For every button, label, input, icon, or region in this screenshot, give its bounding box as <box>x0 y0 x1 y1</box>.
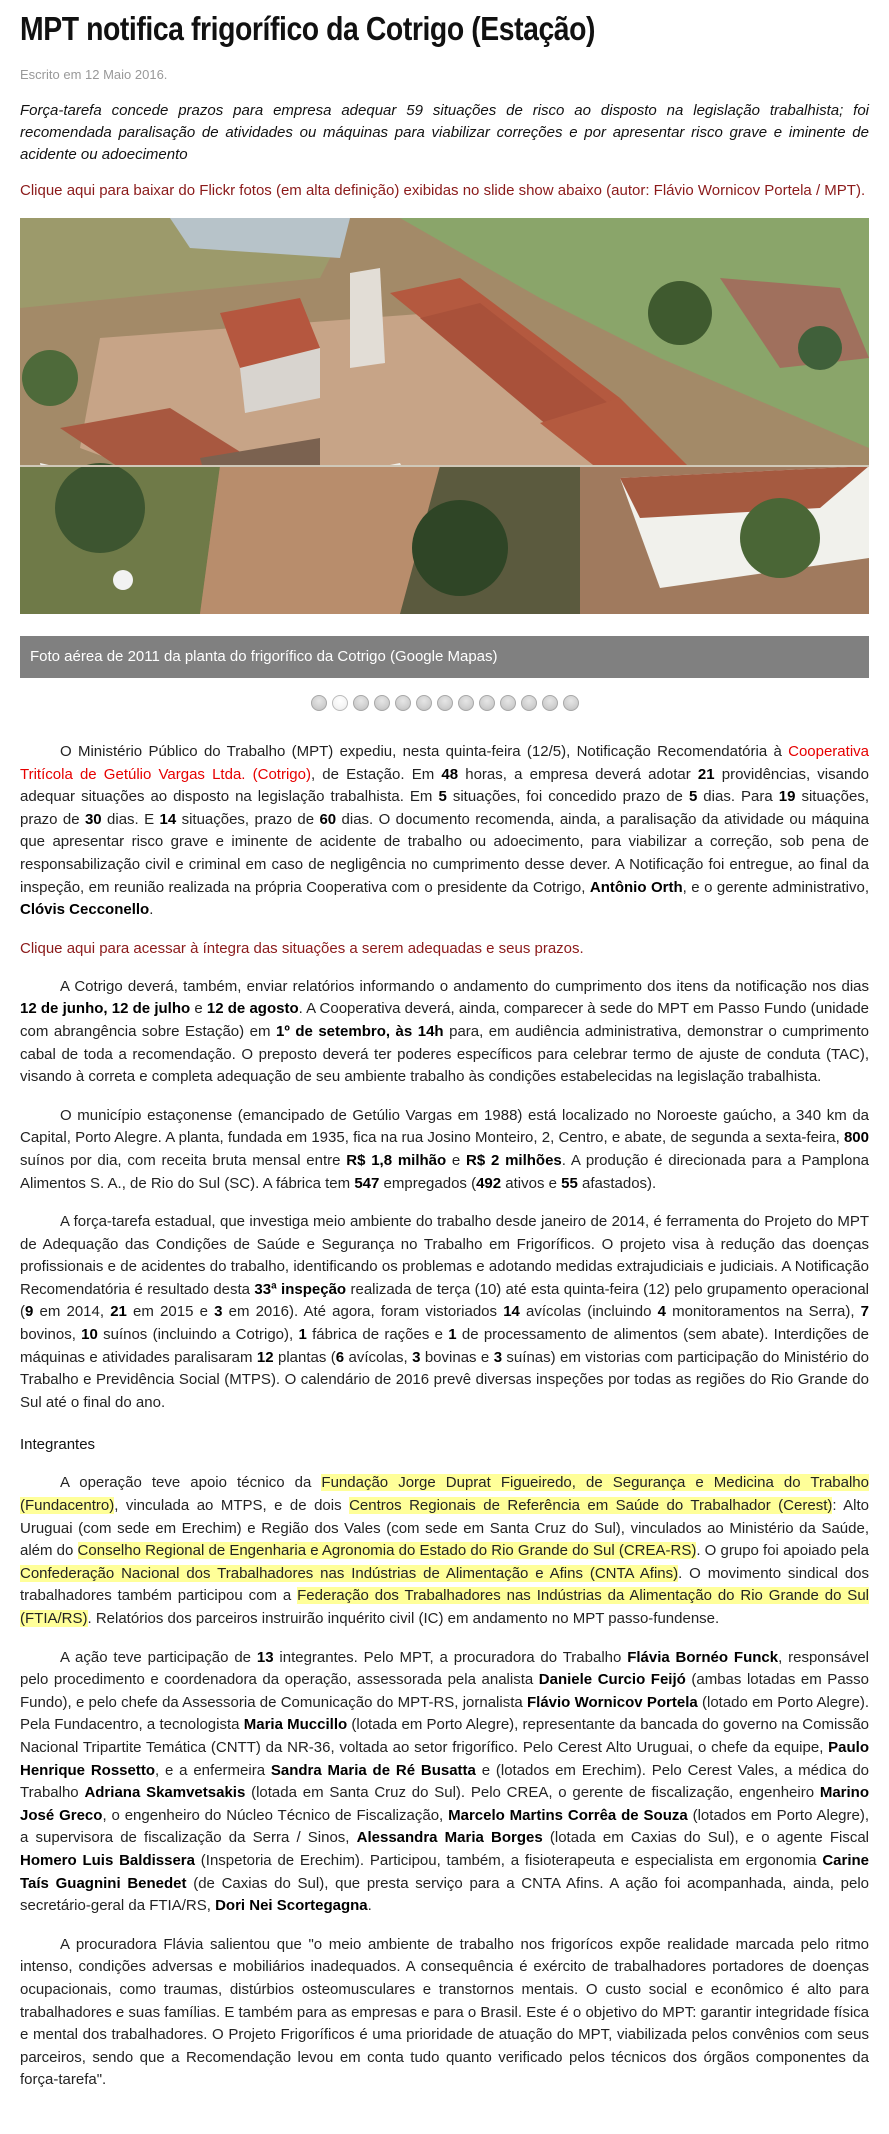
text-run: , responsável pelo procedimento e coordenadora da operação, assessorada pela analista <box>20 1648 869 1689</box>
paragraph-participants <box>20 1647 869 1918</box>
bold-text: 13 <box>256 1648 274 1666</box>
text-run: realizada de terça (10) até esta quinta-feira (12) pelo grupamento operacional ( <box>20 1280 869 1321</box>
bold-text: 14 <box>503 1303 520 1321</box>
bold-text: Clóvis Cecconello <box>20 901 150 919</box>
bold-text: 10 <box>81 1326 98 1344</box>
bold-text: 3 <box>214 1303 223 1321</box>
bold-text: 5 <box>688 788 698 806</box>
slideshow-pagination <box>20 695 869 711</box>
bold-text: Carine Taís Guagnini Benedet <box>20 1851 869 1892</box>
text-run: suínos (incluindo a Cotrigo), <box>97 1326 299 1344</box>
slide-photo[interactable] <box>20 218 869 614</box>
article-lead: Força-tarefa concede prazos para empresa adequar 59 situações de risco ao disposto na legislação trabalhista; foi recomendada paralisação de atividades ou máquinas para viabilizar correções e por apresentar risco grave e iminente de acidente ou adoecimento <box>20 102 869 163</box>
article-title: MPT notifica frigorífico da Cotrigo (Estação) <box>20 10 596 47</box>
bold-text: Flávio Wornicov Portela <box>526 1693 698 1711</box>
bold-text: 60 <box>319 810 337 828</box>
text-run: . Relatórios dos parceiros instruirão inquérito civil (IC) em andamento no MPT passo-fundense. <box>87 1610 720 1627</box>
bold-text: Daniele Curcio Feijó <box>538 1671 686 1689</box>
bold-text: 21 <box>697 765 715 783</box>
text-run: . O grupo foi apoiado pela <box>696 1542 869 1560</box>
bold-text: 5 <box>438 788 447 806</box>
bold-text: 48 <box>441 765 459 783</box>
text-run: O município estaçonense (emancipado de Getúlio Vargas em 1988) está localizado no Noroeste gaúcho, a 340 km da Capital, Porto Alegre. A planta, fundada em 1935, fica na rua Josino Monteiro, 2, Centro, e abate, de segunda a sexta-feira, <box>20 1106 869 1147</box>
bold-text: 1 <box>298 1326 307 1344</box>
slide-dot[interactable] <box>479 695 495 711</box>
text-run: , e o gerente administrativo, <box>682 878 869 896</box>
bold-text: Maria Muccillo <box>243 1716 348 1734</box>
bold-text: 30 <box>84 810 102 828</box>
bold-text: Adriana Skamvetsakis <box>84 1784 246 1802</box>
text-run: bovinas e <box>420 1348 494 1366</box>
slide-dot[interactable] <box>458 695 474 711</box>
text-run: situações, prazo de <box>176 810 320 828</box>
text-run: e (lotados em Erechim). Pelo Cerest Vales, a médica do Trabalho <box>20 1761 869 1802</box>
text-run: A operação teve apoio técnico da <box>60 1474 322 1492</box>
text-run: providências, visando adequar situações ao disposto na legislação trabalhista. Em <box>20 765 869 806</box>
section-heading-integrantes: Integrantes <box>20 1436 96 1454</box>
bold-text: 12 <box>256 1348 274 1366</box>
text-run: A Cotrigo deverá, também, enviar relatórios informando o andamento do cumprimento dos itens da notificação nos dias <box>60 977 869 995</box>
slide-dot[interactable] <box>311 695 327 711</box>
bold-text: 21 <box>110 1303 127 1321</box>
bold-text: R$ 2 milhões <box>466 1151 562 1169</box>
paragraph-task-force <box>20 1211 869 1414</box>
article-date: Escrito em 12 Maio 2016. <box>20 67 168 82</box>
text-run: ativos e <box>501 1174 562 1192</box>
bold-text: Marcelo Martins Corrêa de Souza <box>448 1806 688 1824</box>
text-run: empregados ( <box>379 1174 477 1192</box>
paragraph-quote <box>20 1934 869 2092</box>
text-run: e <box>446 1151 467 1169</box>
paragraph-notification <box>20 741 869 922</box>
article <box>0 8 889 2092</box>
text-run: integrantes. Pelo MPT, a procuradora do Trabalho <box>273 1648 628 1666</box>
bold-text: 14 <box>159 810 177 828</box>
bold-text: 7 <box>860 1303 869 1321</box>
bold-text: Paulo Henrique Rossetto <box>20 1738 869 1779</box>
text-run: para, em audiência administrativa, demonstrar o cumprimento cabal de toda a recomendação. O preposto deverá ter poderes específicos para celebrar termo de ajuste de conduta (TAC), visando à correta e completa adequação de seu ambiente trabalho às condições estabelecidas na legislação trabalhista. <box>20 1022 870 1086</box>
text-run: em 2014, <box>33 1303 111 1321</box>
bold-text: Antônio Orth <box>589 878 683 896</box>
text-run: (ambas lotadas em Passo Fundo), e pelo chefe da Assessoria de Comunicação do MPT-RS, jornalista <box>20 1671 869 1711</box>
text-run: em 2015 e <box>126 1303 215 1321</box>
text-run: suínos por dia, com receita bruta mensal entre <box>20 1151 347 1169</box>
slide-dot[interactable] <box>500 695 516 711</box>
bold-text: 33ª inspeção <box>254 1280 347 1298</box>
text-run: suínas) em vistorias com participação do Ministério do Trabalho e Previdência Social (MTPS). O calendário de 2016 prevê diversas inspeções por todas as regiões do Rio Grande do Sul até o final do ano. <box>20 1348 870 1411</box>
text-run: (lotados em Porto Alegre), a supervisora de fiscalização da Serra / Sinos, <box>20 1806 870 1847</box>
bold-text: Marino José Greco <box>20 1784 870 1824</box>
text-run: dias. Para <box>697 788 779 806</box>
text-run: de processamento de alimentos (sem abate). Interdições de máquinas e atividades paralisaram <box>20 1326 869 1366</box>
bold-text: Sandra Maria de Ré Busatta <box>270 1761 476 1779</box>
bold-text: 800 <box>843 1129 869 1147</box>
text-run: O Ministério Público do Trabalho (MPT) expediu, nesta quinta-feira (12/5), Notificação Recomendatória à <box>60 743 789 760</box>
text-run: situações, prazo de <box>20 788 869 828</box>
bold-text: 1 <box>448 1326 457 1344</box>
bold-text: 19 <box>778 788 796 806</box>
text-run: dias. E <box>101 810 160 828</box>
slide-dot[interactable] <box>437 695 453 711</box>
bold-text: 9 <box>25 1303 34 1321</box>
bold-text: Alessandra Maria Borges <box>356 1829 543 1847</box>
bold-text: R$ 1,8 milhão <box>346 1151 447 1169</box>
text-run: bovinos, <box>20 1326 82 1344</box>
text-run: horas, a empresa deverá adotar <box>458 765 698 783</box>
bold-text: 12 de junho, 12 de julho <box>20 1000 191 1018</box>
text-run: plantas ( <box>273 1348 336 1366</box>
slide-dot[interactable] <box>353 695 369 711</box>
bold-text: 6 <box>335 1348 345 1366</box>
text-run: . <box>149 901 154 919</box>
highlighted-organization: Conselho Regional de Engenharia e Agronomia do Estado do Rio Grande do Sul (CREA-RS) <box>77 1542 697 1560</box>
text-run: e <box>190 1000 207 1018</box>
slide-dot[interactable] <box>416 695 432 711</box>
text-run: . A produção é direcionada para a Pamplona Alimentos S. A., de Rio do Sul (SC). A fábrica tem <box>20 1151 869 1192</box>
slide-dot[interactable] <box>563 695 579 711</box>
text-run: . A Cooperativa deverá, ainda, comparecer à sede do MPT em Passo Fundo (unidade com abrangência sobre Estação) em <box>20 1000 870 1040</box>
bold-text: Homero Luis Baldissera <box>20 1851 195 1869</box>
text-run: . O movimento sindical dos trabalhadores também participou com a <box>20 1564 870 1605</box>
paragraph-municipality <box>20 1105 869 1195</box>
text-run: . <box>367 1897 372 1915</box>
text-run: monitoramentos na Serra), <box>665 1303 861 1321</box>
text-run: avícolas (incluindo <box>519 1303 658 1321</box>
paragraph-reports <box>20 976 869 1089</box>
cotrigo-link[interactable]: Cooperativa Tritícola de Getúlio Vargas Ltda. (Cotrigo) <box>20 743 869 783</box>
text-run: em 2016). Até agora, foram vistoriados <box>222 1303 504 1321</box>
highlighted-organization: Federação dos Trabalhadores nas Indústrias da Alimentação do Rio Grande do Sul (FTIA/RS) <box>20 1587 869 1627</box>
bold-text: 55 <box>561 1174 578 1192</box>
text-run: (lotada em Santa Cruz do Sul). Pelo CREA, o gerente de fiscalização, engenheiro <box>245 1784 820 1802</box>
bold-text: 3 <box>412 1348 421 1366</box>
text-run: situações, foi concedido prazo de <box>446 788 689 806</box>
flickr-download-link[interactable]: Clique aqui para baixar do Flickr fotos (em alta definição) exibidas no slide show abaixo (autor: Flávio Wornicov Portela / MPT). <box>20 182 866 199</box>
highlighted-organization: Centros Regionais de Referência em Saúde do Trabalhador (Cerest) <box>349 1497 833 1515</box>
text-run: , de Estação. Em <box>310 765 442 783</box>
text-run: (lotado em Porto Alegre). Pela Fundacentro, a tecnologista <box>20 1693 869 1734</box>
text-run: , o engenheiro do Núcleo Técnico de Fiscalização, <box>102 1806 449 1824</box>
text-run: A ação teve participação de <box>60 1648 257 1666</box>
text-run: avícolas, <box>344 1348 413 1366</box>
text-run: (lotada em Caxias do Sul), e o agente Fiscal <box>542 1829 870 1847</box>
paragraph-support <box>20 1472 869 1630</box>
text-run: A procuradora Flávia salientou que "o meio ambiente de trabalho nos frigorícos expõe realidade marcada pelo ritmo intenso, condições adversas e mobiliários inadequados. A consequência é exército de trabalhadores portadores de doenças ocupacionais, como traumas, distúrbios osteomusculares e transtornos mentais. O custo social e econômico é alto para trabalhadores e suas famílias. E também para as empresas e para o Brasil. Este é o objetivo do MPT: garantir integridade física e mental dos trabalhadores. O Projeto Frigoríficos é uma prioridade de atuação do MPT, viabilizada pelos convênios com seus parceiros, sendo que a Recomendação levou em conta tudo quanto verificado pelos técnicos dos órgãos componentes da força-tarefa". <box>20 1935 869 2089</box>
slide-dot[interactable] <box>395 695 411 711</box>
bold-text: 4 <box>657 1303 666 1321</box>
text-run: , vinculada ao MTPS, e de dois <box>114 1497 350 1515</box>
aerial-photo-lower-band <box>20 218 869 614</box>
situations-link[interactable]: Clique aqui para acessar à íntegra das situações a serem adequadas e seus prazos. <box>20 939 584 957</box>
bold-text: 3 <box>493 1348 503 1366</box>
slideshow <box>20 218 869 711</box>
text-run: afastados). <box>577 1174 657 1192</box>
bold-text: Dori Nei Scortegagna <box>215 1897 368 1915</box>
text-run: dias. O documento recomenda, ainda, a paralisação da atividade ou máquina que apresentar risco grave e iminente de acidente de trabalho ou adoecimento, para viabilizar a correção, sob pena de responsabilização civil e criminal em caso de negligência no cumprimento desse dever. A Notificação foi entregue, ao final da inspeção, em reunião realizada na própria Cooperativa com o presidente da Cotrigo, <box>20 810 870 896</box>
bold-text: 547 <box>354 1174 380 1192</box>
slide-dot[interactable] <box>374 695 390 711</box>
text-run: , e a enfermeira <box>155 1761 271 1779</box>
text-run: : Alto Uruguai (com sede em Erechim) e Região dos Vales (com sede em Santa Cruz do Sul), vinculados ao Ministério da Saúde, além do <box>20 1497 870 1560</box>
slide-dot[interactable] <box>332 695 348 711</box>
text-run: (de Caxias do Sul), que presta serviço para a CNTA Afins. A ação foi acompanhada, ainda, pelo secretário-geral da FTIA/RS, <box>20 1874 869 1915</box>
text-run: (Inspetoria de Erechim). Participou, também, a fisioterapeuta e especialista em ergonomia <box>194 1851 823 1869</box>
slide-dot[interactable] <box>521 695 537 711</box>
bold-text: Flávia Bornéo Funck <box>627 1648 779 1666</box>
bold-text: 12 de agosto <box>206 1000 299 1018</box>
text-run: fábrica de rações e <box>306 1326 449 1344</box>
bold-text: 1º de setembro, às 14h <box>276 1022 444 1040</box>
bold-text: 492 <box>476 1174 502 1192</box>
slide-dot[interactable] <box>542 695 558 711</box>
highlighted-organization: Fundação Jorge Duprat Figueiredo, de Segurança e Medicina do Trabalho (Fundacentro) <box>20 1474 869 1515</box>
text-run: (lotada em Porto Alegre), representante da bancada do governo na Comissão Nacional Tripartite Temática (CNTT) da NR-36, voltada ao setor frigorífico. Pelo Cerest Alto Uruguai, o chefe da equipe, <box>20 1716 869 1756</box>
text-run: A força-tarefa estadual, que investiga meio ambiente do trabalho desde janeiro de 2014, é ferramenta do Projeto do MPT de Adequação das Condições de Saúde e Segurança no Trabalho em Frigoríficos. O projeto visa à redução das doenças profissionais e de acidentes do trabalho, identificando os problemas e adotando medidas extrajudiciais e judiciais. A Notificação Recomendatória é resultado desta <box>20 1213 869 1298</box>
highlighted-organization: Confederação Nacional dos Trabalhadores nas Indústrias de Alimentação e Afins (CNTA Afins) <box>20 1564 679 1582</box>
slide-caption: Foto aérea de 2011 da planta do frigorífico da Cotrigo (Google Mapas) <box>20 636 869 678</box>
